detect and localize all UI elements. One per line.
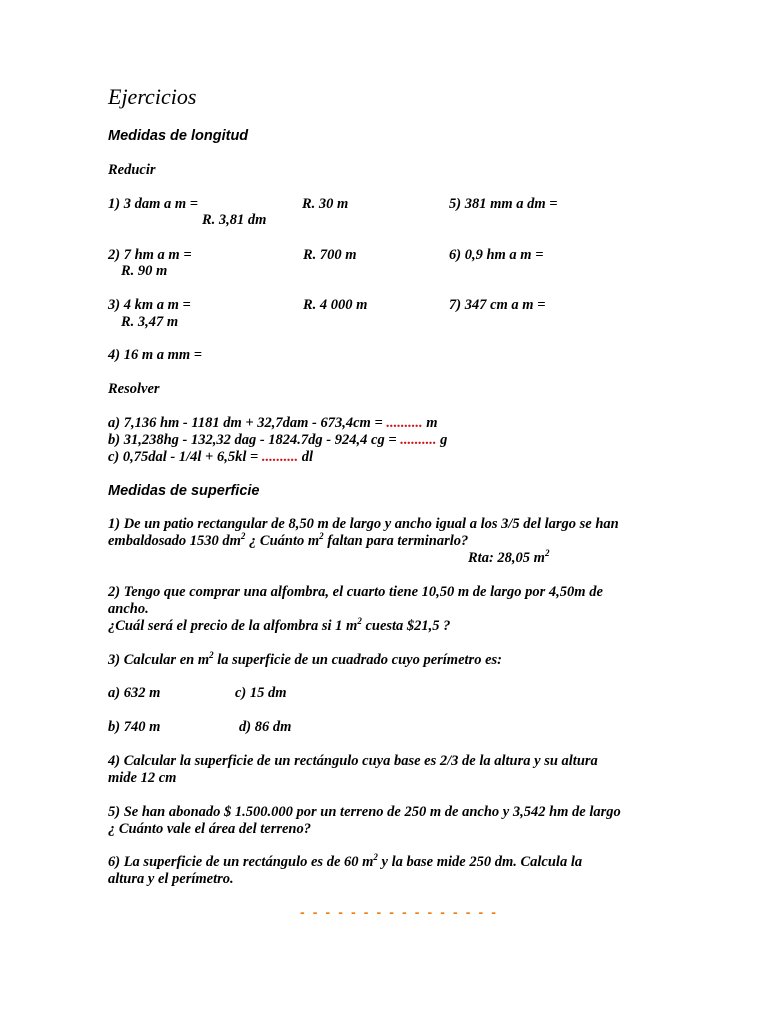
exercise-2-question: 2) 7 hm a m = [108, 247, 192, 263]
exercise-7-question: 7) 347 cm a m = [449, 297, 546, 313]
exercise-6-question: 6) 0,9 hm a m = [449, 247, 544, 263]
problem-4-line-2: mide 12 cm [108, 770, 177, 786]
problem-3-option-c: c) 15 dm [235, 685, 287, 701]
section-heading-superficie: Medidas de superficie [108, 483, 260, 499]
problem-6-line-1: 6) La superficie de un rectángulo es de 60 $m^2$ y la base mide 250 dm. Calcula la [108, 852, 583, 870]
resolver-label: Resolver [108, 381, 160, 397]
exercise-7-answer: R. 3,47 m [121, 314, 179, 330]
resolver-b: b) 31,238hg - 132,32 dag - 1824.7dg - 924,4 cg = .......... g [108, 432, 448, 448]
problem-2-line-1: 2) Tengo que comprar una alfombra, el cuarto tiene 10,50 m de largo por 4,50m de [108, 584, 603, 600]
exercise-2-answer: R. 700 m [303, 247, 357, 263]
answer-blank: .......... [386, 415, 423, 431]
exercise-1-question: 1) 3 dam a m = [108, 196, 199, 212]
problem-1-line-1: 1) De un patio rectangular de 8,50 m de largo y ancho igual a los 3/5 del largo se han [108, 516, 619, 532]
problem-2-line-3: ¿Cuál será el precio de la alfombra si 1 $m^2$ cuesta $21,5 ? [108, 616, 451, 634]
problem-5-line-1: 5) Se han abonado $ 1.500.000 por un terreno de 250 m de ancho y 3,542 hm de largo [108, 804, 621, 820]
problem-6-line-2: altura y el perímetro. [108, 871, 234, 887]
exercise-3-question: 3) 4 km a m = [108, 297, 191, 313]
exercise-4-question: 4) 16 m a mm = [108, 347, 203, 363]
problem-1-answer: Rta: 28,05 $m^2$ [468, 548, 550, 566]
resolver-c: c) 0,75dal - 1/4l + 6,5kl = .......... dl [108, 449, 314, 465]
exercise-5-question: 5) 381 mm a dm = [449, 196, 558, 212]
problem-3-option-b: b) 740 m [108, 719, 161, 735]
exercise-3-answer: R. 4 000 m [303, 297, 368, 313]
answer-blank: .......... [400, 432, 437, 448]
exercise-5-answer: R. 3,81 dm [202, 212, 267, 228]
problem-2-line-2: ancho. [108, 601, 149, 617]
problem-3-option-a: a) 632 m [108, 685, 161, 701]
answer-blank: .......... [261, 449, 299, 465]
reducir-label: Reducir [108, 162, 156, 178]
problem-1-line-2: embaldosado 1530 $dm^2$ ¿ Cuánto $m^2$ faltan para terminarlo? [108, 531, 469, 549]
problem-3-line-1: 3) Calcular en $m^2$ la superficie de un cuadrado cuyo perímetro es: [108, 650, 502, 668]
problem-5-line-2: ¿ Cuánto vale el área del terreno? [108, 821, 311, 837]
exercise-1-answer: R. 30 m [302, 196, 349, 212]
section-heading-longitud: Medidas de longitud [108, 128, 249, 144]
problem-4-line-1: 4) Calcular la superficie de un rectángulo cuya base es 2/3 de la altura y su altura [108, 753, 598, 769]
footer-dashes: - - - - - - - - - - - - - - - - [300, 904, 499, 920]
page-title: Ejercicios [108, 84, 197, 109]
resolver-a: a) 7,136 hm - 1181 dm + 32,7dam - 673,4cm = .......... m [108, 415, 438, 431]
exercise-6-answer: R. 90 m [121, 263, 168, 279]
problem-3-option-d: d) 86 dm [239, 719, 292, 735]
